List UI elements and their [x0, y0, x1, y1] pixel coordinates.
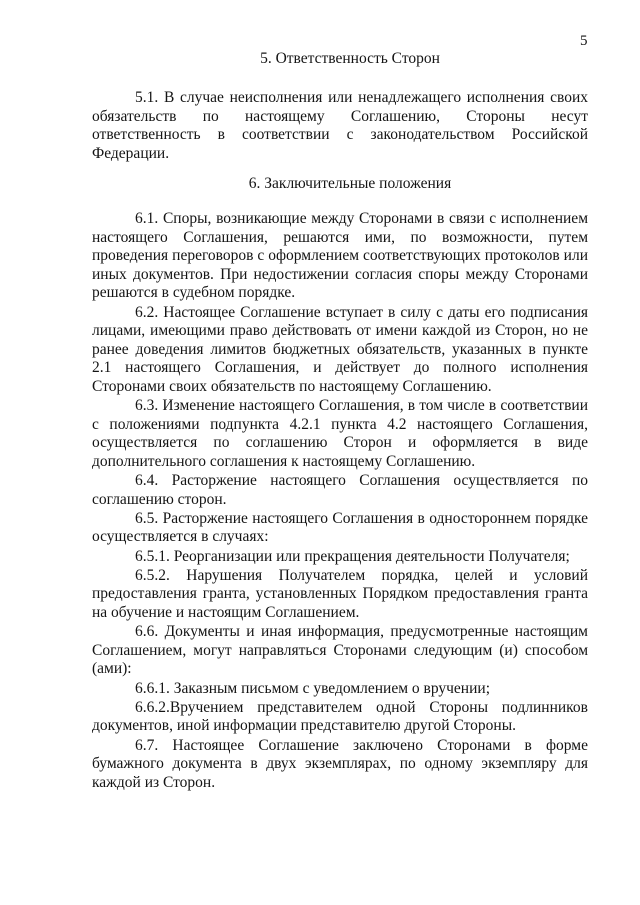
paragraph-5-1: 5.1. В случае неисполнения или ненадлежащего исполнения своих обязательств по настоящему Соглашению, Стороны несут ответственность в соответствии с законодательством Российской Федерации. [92, 89, 588, 162]
section-6-body [92, 210, 588, 793]
paragraph-6-5-1: 6.5.1. Реорганизации или прекращения деятельности Получателя; [135, 547, 570, 565]
paragraph-6-1: 6.1. Споры, возникающие между Сторонами в связи с исполнением настоящего Соглашения, решаются ими, по возможности, путем проведения переговоров с оформлением соответствующих протоколов или иных документов. При недостижении согласия споры между Сторонами решаются в судебном порядке. [92, 210, 588, 302]
paragraph-6-4: 6.4. Расторжение настоящего Соглашения осуществляется по соглашению сторон. [92, 472, 588, 508]
paragraph-6-5-2: 6.5.2. Нарушения Получателем порядка, целей и условий предоставления гранта, установленных Порядком предоставления гранта на обучение и настоящим Соглашением. [92, 566, 588, 622]
paragraph-6-6: 6.6. Документы и иная информация, предусмотренные настоящим Соглашением, могут направляться Сторонами следующим (и) способом (ами): [92, 623, 588, 678]
paragraph-6-5: 6.5. Расторжение настоящего Соглашения в одностороннем порядке осуществляется в случаях: [92, 509, 588, 546]
paragraph-6-2: 6.2. Настоящее Соглашение вступает в силу с даты его подписания лицами, имеющими право действовать от имени каждой из Сторон, но не ранее доведения лимитов бюджетных обязательств, указанных в пункте 2.1 настоящего Соглашения, и действует до полного исполнения Сторонами своих обязательств по настоящему Соглашению. [92, 303, 588, 395]
paragraph-6-7: 6.7. Настоящее Соглашение заключено Сторонами в форме бумажного документа в двух экземплярах, по одному экземпляру для каждой из Сторон. [92, 736, 588, 791]
page-number: 5 [580, 33, 588, 49]
section-5-heading: 5. Ответственность Сторон [260, 50, 440, 67]
section-6-heading: 6. Заключительные положения [248, 175, 452, 192]
paragraph-6-6-1: 6.6.1. Заказным письмом с уведомлением о вручении; [135, 679, 491, 697]
paragraph-6-3: 6.3. Изменение настоящего Соглашения, в том числе в соответствии с положениями подпункта 4.2.1 пункта 4.2 настоящего Соглашения, осуществляется по соглашению Сторон и оформляется в виде дополнительного соглашения к настоящему Соглашению. [92, 397, 588, 470]
paragraph-6-6-2: 6.6.2.Вручением представителем одной Стороны подлинников документов, иной информации представителю другой Стороны. [92, 698, 588, 735]
